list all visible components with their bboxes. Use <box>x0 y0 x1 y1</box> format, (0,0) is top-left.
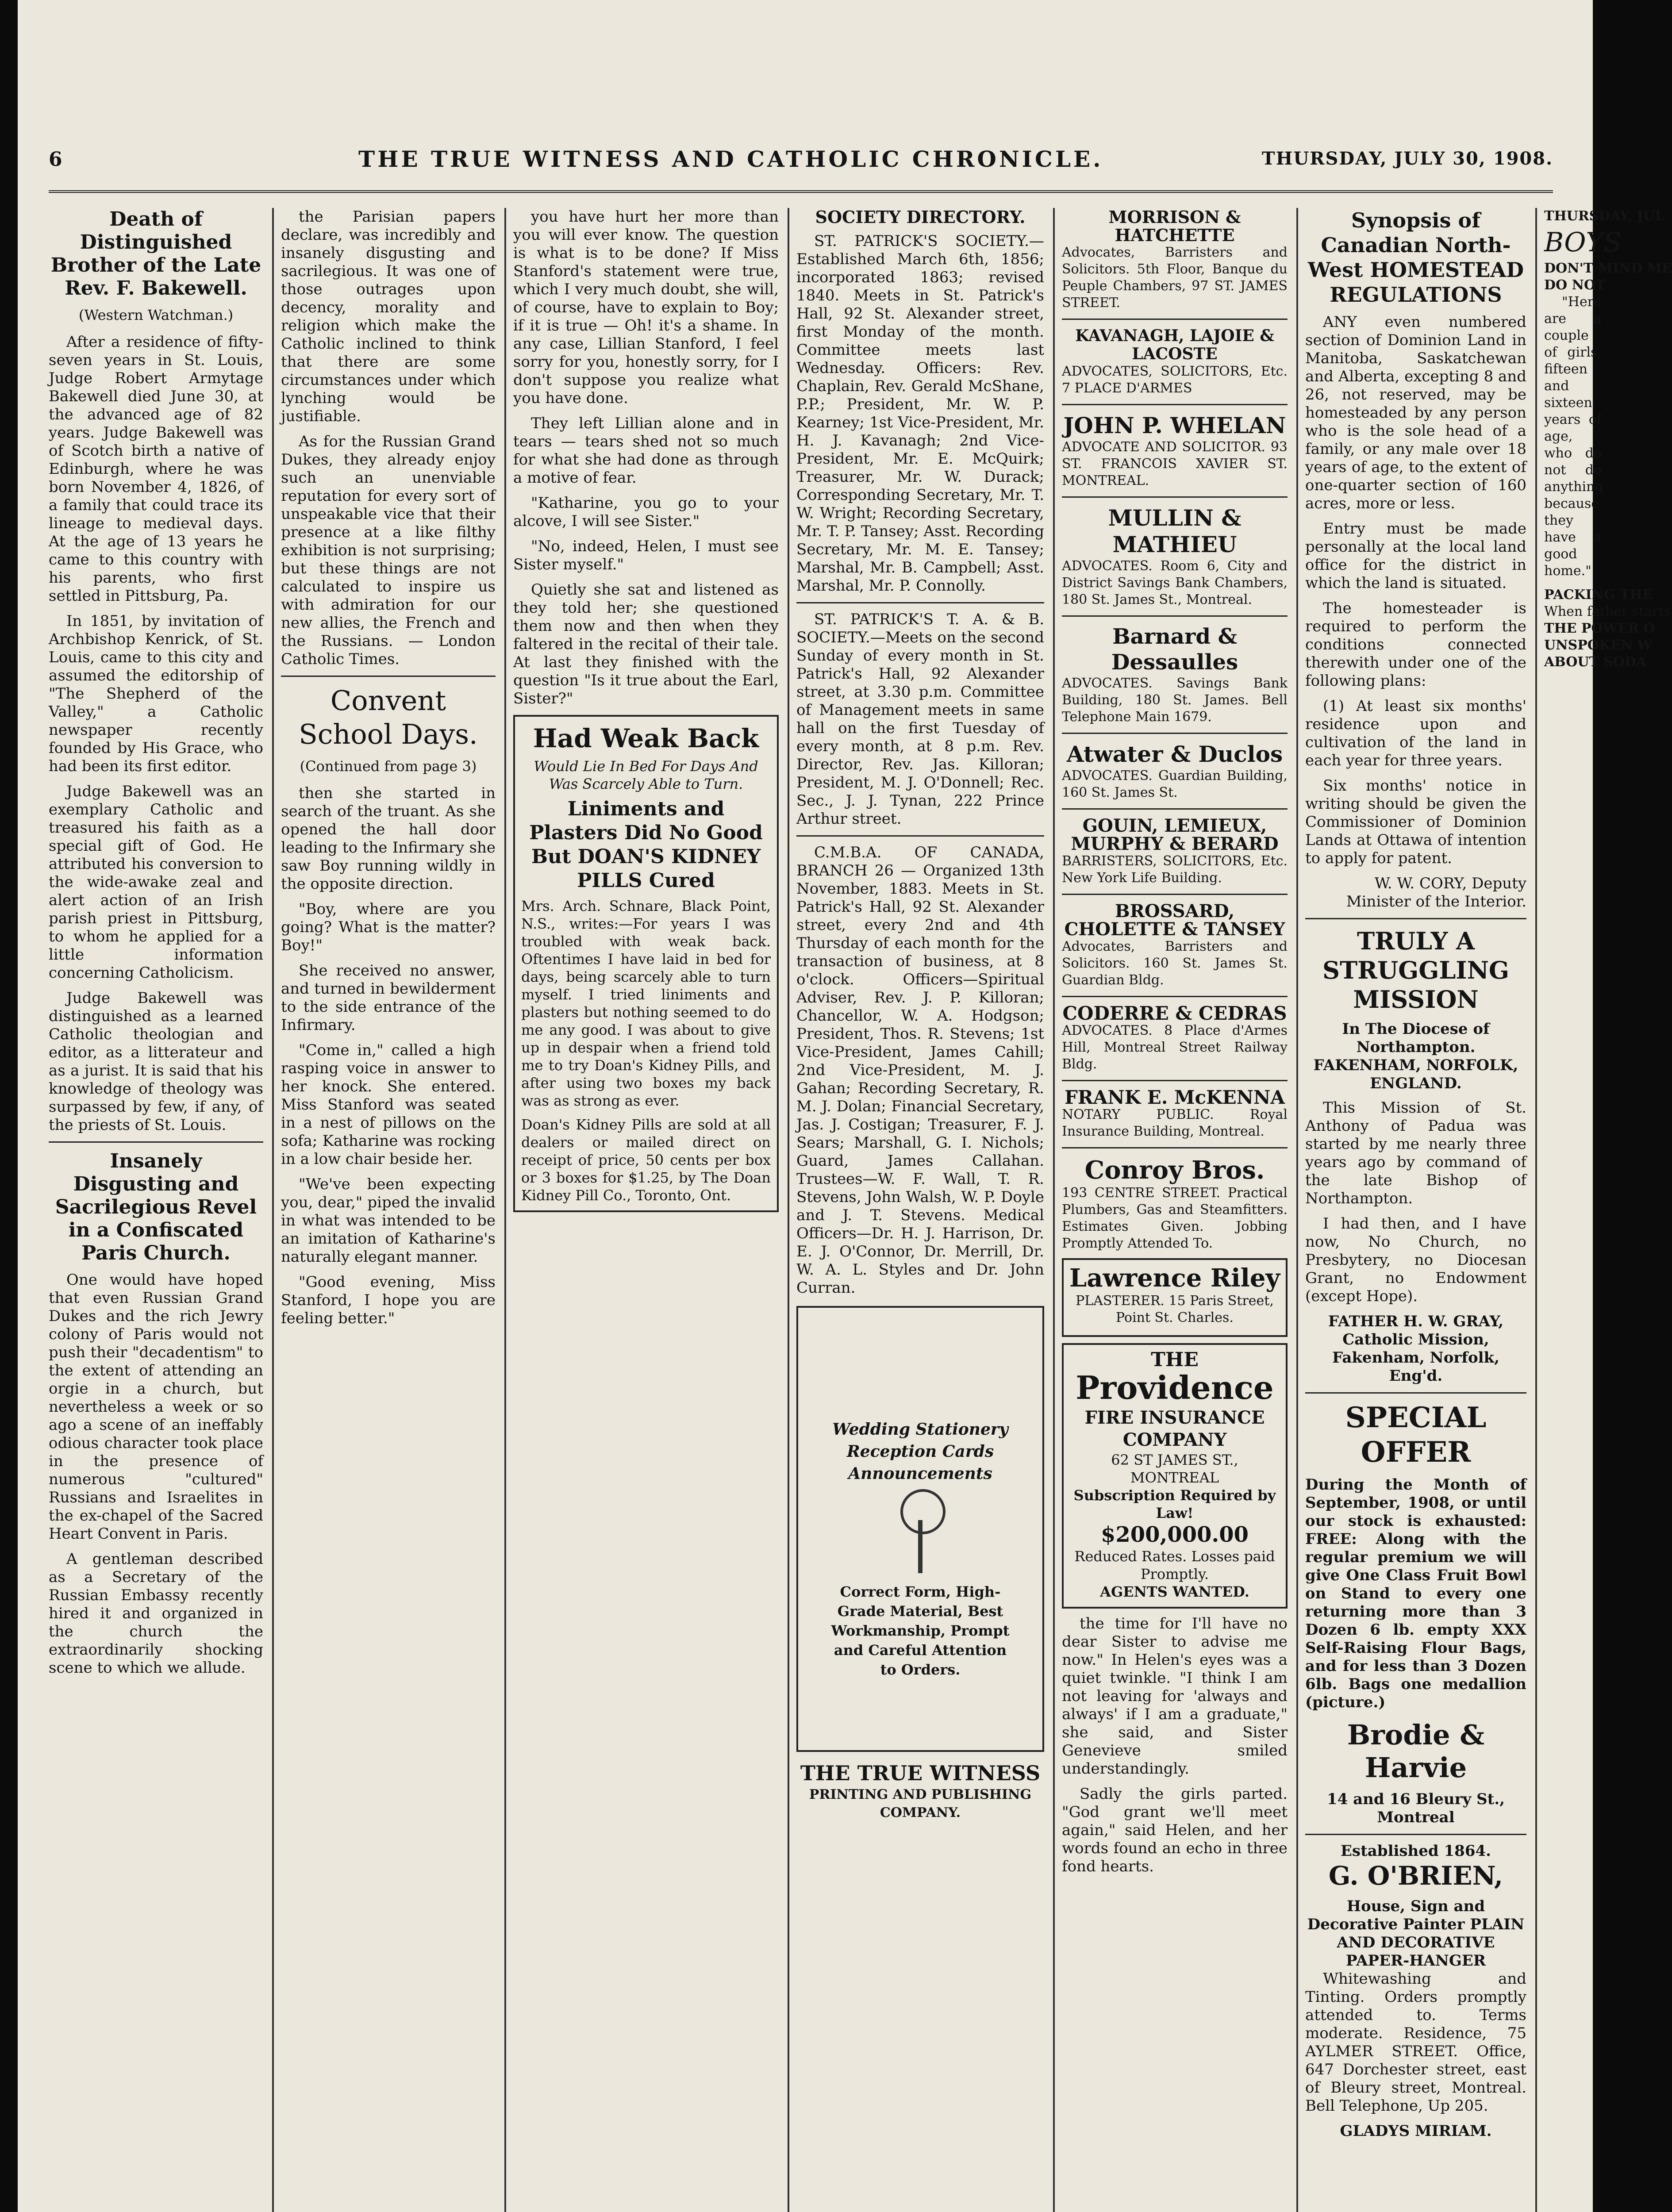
paragraph: After a residence of fifty-seven years in St. Louis, Judge Robert Armytage Bakewell died June 30, at the advanced age of 82 years. Judge Bakewell was of Scotch birth a native of Edinburgh, where he was born November 4, 1826, of a family that could trace its lineage to medieval days. At the age of 13 years he came to this country with his parents, who first settled in Pittsburg, Pa. <box>49 333 263 605</box>
obrien-established: Established 1864. <box>1341 1842 1491 1860</box>
mission-signature: FATHER H. W. GRAY, Catholic Mission, Fakenham, Norfolk, Eng'd. <box>1328 1313 1504 1385</box>
business-card <box>1062 902 1288 989</box>
newspaper-page <box>18 0 1672 2212</box>
business-card <box>1062 327 1288 397</box>
paragraph: A gentleman described as a Secretary of the Russian Embassy recently hired it and organized in the church the extraordinarily shocking scene to which we allude. <box>49 1550 263 1677</box>
headline-bakewell: Death of Distinguished Brother of the Late Rev. F. Bakewell. <box>50 208 261 300</box>
card-line: Advocates, Barristers and Solicitors. 5th Floor, Banque du Peuple Chambers, 97 ST. JAMES STREET. <box>1062 245 1288 311</box>
homestead-signature: W. W. CORY, Deputy Minister of the Interior. <box>1346 875 1526 910</box>
card-line: Advocates, Barristers and Solicitors. 160 St. James St. Guardian Bldg. <box>1062 939 1288 988</box>
column-5 <box>1062 208 1288 2212</box>
paragraph: I had then, and I have now, No Church, no Presbytery, no Diocesan Grant, no Endowment (except Hope). <box>1305 1215 1526 1305</box>
source-line: (Western Watchman.) <box>78 307 234 323</box>
divider <box>1062 996 1288 997</box>
brodie-harvie-address: 14 and 16 Bleury St., Montreal <box>1326 1790 1505 1826</box>
headline-convent-school-days: Convent School Days. <box>299 684 478 750</box>
paragraph: One would have hoped that even Russian Grand Dukes and the rich Jewry colony of Paris would not push their "decadentism" to the extent of attending an orgie in a church, but nevertheless a week or so ago a scene of an ineffably odious character took place in the presence of numerous "cultured" Russians and Israelites in the ex-chapel of the Sacred Heart Convent in Paris. <box>49 1271 263 1543</box>
column-2 <box>281 208 496 2212</box>
card-name: GOUIN, LEMIEUX, MURPHY & BERARD <box>1071 815 1279 854</box>
column-6 <box>1305 208 1526 2212</box>
divider <box>1305 918 1526 919</box>
next-page-line: UNSPOKEN W <box>1544 637 1653 653</box>
divider <box>1062 808 1288 810</box>
continued-note: (Continued from page 3) <box>300 758 477 775</box>
paragraph: Judge Bakewell was an exemplary Catholic and treasured his faith as a special gift of God. He attributed his conversion to the wide-awake zeal and alert action of an Irish parish priest in Pittsburg, to whom he applied for a little information concerning Catholicism. <box>49 783 263 982</box>
card-name: BROSSARD, CHOLETTE & TANSEY <box>1064 901 1285 940</box>
divider <box>1062 319 1288 320</box>
paragraph: "Good evening, Miss Stanford, I hope you are feeling better." <box>281 1273 496 1327</box>
ornament-text <box>825 1418 1016 1485</box>
providence-the: THE <box>1151 1348 1199 1371</box>
providence-address: 62 ST JAMES ST., MONTREAL <box>1111 1452 1238 1486</box>
card-name: JOHN P. WHELAN <box>1063 412 1286 438</box>
issue-date: THURSDAY, JULY 30, 1908. <box>1261 148 1553 169</box>
card-line: NOTARY PUBLIC. Royal Insurance Building, Montreal. <box>1062 1107 1288 1139</box>
page-header <box>49 133 1553 193</box>
special-offer-text: During the Month of September, 1908, or until our stock is exhausted: FREE: Along with the regular premium we will give One Class Fruit Bowl on Stand to every one returning more than 3 Dozen 6 lb. empty XXX Self-Raising Flour Bags, and for less than 3 Dozen 6lb. Bags one medallion (picture.) <box>1305 1476 1526 1711</box>
next-page-date: THURSDAY, JUL <box>1544 208 1664 224</box>
true-witness-subtitle: PRINTING AND PUBLISHING COMPANY. <box>809 1787 1032 1820</box>
divider <box>796 835 1044 837</box>
divider <box>1305 1834 1526 1835</box>
next-page-line: DO NOT <box>1544 277 1606 293</box>
paragraph: then she started in search of the truant. As she opened the hall door leading to the Infirmary she saw Boy running wildly in the opposite direction. <box>281 784 496 893</box>
paragraph: "Boy, where are you going? What is the matter? Boy!" <box>281 900 496 954</box>
paragraph: As for the Russian Grand Dukes, they already enjoy such an unenviable reputation for every sort of unspeakable vice that their presence at a like filthy exhibition is not surprising; but these things are not calculated to inspire us with admiration for our new allies, the French and the Russians. — London Catholic Times. <box>281 433 496 668</box>
divider <box>1062 733 1288 734</box>
closing-signature: GLADYS MIRIAM. <box>1340 2122 1492 2140</box>
card-line: ADVOCATES. Savings Bank Building, 180 St. James. Bell Telephone Main 1679. <box>1062 676 1288 725</box>
mission-subtitle: In The Diocese of Northampton. FAKENHAM, NORFOLK, ENGLAND. <box>1313 1020 1518 1092</box>
ornament-line: Announcements <box>848 1464 992 1483</box>
mission-title: TRULY A STRUGGLING MISSION <box>1322 927 1510 1014</box>
society-entry: ST. PATRICK'S T. A. & B. SOCIETY.—Meets on the second Sunday of every month in St. Patrick's Hall, 92 Alexander street, at 3.30 p.m. Committee of Management meets in same hall on the first Tuesday of every month, at 8 p.m. Rev. Director, Rev. Jas. Killoran; President, M. J. O'Donnell; Rec. Sec., J. J. Tynan, 222 Prince Arthur street. <box>796 611 1044 828</box>
providence-amount: $200,000.00 <box>1100 1522 1249 1547</box>
card-name: Atwater & Duclos <box>1066 741 1283 767</box>
business-card <box>1062 1258 1288 1337</box>
column-1 <box>49 208 263 2212</box>
card-name: MULLIN & MATHIEU <box>1108 505 1242 557</box>
divider <box>1062 496 1288 498</box>
paragraph: you have hurt her more than you will ever know. The question is what is to be done? If Miss Stanford's statement were true, which I very much doubt, she will, of course, have to explain to Boy; if it is true — Oh! it's a shame. In any case, Lillian Stanford, I feel sorry for you, honestly sorry, for I don't suppose you realize what you have done. <box>513 208 779 407</box>
column-rule <box>1053 208 1055 2212</box>
card-name: KAVANAGH, LAJOIE & LACOSTE <box>1075 326 1274 363</box>
card-line: ADVOCATES. 8 Place d'Armes Hill, Montreal Street Railway Bldg. <box>1062 1023 1288 1072</box>
card-line: ADVOCATES. Room 6, City and District Savings Bank Chambers, 180 St. James St., Montreal. <box>1062 558 1288 607</box>
society-directory-title: SOCIETY DIRECTORY. <box>815 207 1026 227</box>
paragraph: They left Lillian alone and in tears — tears shed not so much for what she had done as through a motive of fear. <box>513 415 779 487</box>
column-7-partial <box>1544 208 1672 2212</box>
paragraph: Six months' notice in writing should be given the Commissioner of Dominion Lands at Ottawa of intention to apply for patent. <box>1305 777 1526 867</box>
business-card <box>1062 412 1288 489</box>
flower-ornament-icon <box>918 1520 922 1573</box>
paragraph: "Come in," called a high rasping voice in answer to her knock. She entered. Miss Stanford was seated in a nest of pillows on the sofa; Katharine was rocking in a low chair beside her. <box>281 1041 496 1168</box>
providence-ad <box>1062 1343 1288 1609</box>
card-line: BARRISTERS, SOLICITORS, Etc. New York Life Building. <box>1062 853 1288 886</box>
ad-body: Mrs. Arch. Schnare, Black Point, N.S., writes:—For years I was troubled with weak back. Oftentimes I have laid in bed for days, being scarcely able to turn myself. I tried liniments and plasters but nothing seemed to do me any good. I was about to give up in despair when a friend told me to try Doan's Kidney Pills, and after using two boxes my back was as strong as ever. <box>521 898 771 1109</box>
next-page-title: BOYS <box>1544 227 1622 258</box>
ad-subtitle: Would Lie In Bed For Days And Was Scarcely Able to Turn. <box>534 758 758 792</box>
ad-headline: Liniments and Plasters Did No Good But DOAN'S KIDNEY PILLS Cured <box>529 798 763 892</box>
ad-footer: Doan's Kidney Pills are sold at all dealers or mailed direct on receipt of price, 50 cents per box or 3 boxes for $1.25, by The Doan Kidney Pill Co., Toronto, Ont. <box>521 1116 771 1204</box>
paragraph: Judge Bakewell was distinguished as a learned Catholic theologian and editor, as a litterateur and as a jurist. It is said that his knowledge of theology was surpassed by few, if any, of the priests of St. Louis. <box>49 989 263 1134</box>
paragraph: the time for I'll have no dear Sister to advise me now." In Helen's eyes was a quiet twinkle. "I think I am not leaving for 'always and always' if I am a graduate," she said, and Sister Genevieve smiled understandingly. <box>1062 1615 1288 1778</box>
providence-rates: Reduced Rates. Losses paid Promptly. <box>1074 1548 1275 1582</box>
business-card <box>1062 817 1288 887</box>
homestead-title: Synopsis of Canadian North-West HOMESTEAD REGULATIONS <box>1308 208 1524 307</box>
card-name: MORRISON & HATCHETTE <box>1108 207 1241 245</box>
card-line: ADVOCATES. Guardian Building, 160 St. James St. <box>1062 768 1288 800</box>
paragraph: Sadly the girls parted. "God grant we'll meet again," said Helen, and her words found an echo in three fond hearts. <box>1062 1785 1288 1875</box>
wedding-stationery-ad <box>796 1306 1044 1752</box>
headline-paris-church: Insanely Disgusting and Sacrilegious Revel in a Confiscated Paris Church. <box>55 1150 257 1264</box>
divider <box>281 676 496 677</box>
paragraph: The homesteader is required to perform the conditions connected therewith under one of the following plans: <box>1305 599 1526 690</box>
paragraph: (1) At least six months' residence upon and cultivation of the land in each year for three years. <box>1305 697 1526 769</box>
masthead: THE TRUE WITNESS AND CATHOLIC CHRONICLE. <box>358 146 1103 172</box>
card-name: Lawrence Riley <box>1069 1263 1280 1293</box>
society-entry: C.M.B.A. OF CANADA, BRANCH 26 — Organized 13th November, 1883. Meets in St. Patrick's Hall, 92 St. Alexander street, every 2nd and 4th Thursday of each month for the transaction of business, at 8 o'clock. Officers—Spiritual Adviser, Rev. J. P. Killoran; Chancellor, W. A. Hodgson; President, Thos. R. Stevens; 1st Vice-President, James Cahill; 2nd Vice-President, M. J. Gahan; Recording Secretary, R. M. J. Dolan; Financial Secretary, Jas. J. Costigan; Treasurer, F. J. Sears; Marshall, G. I. Nichols; Guard, James Callahan. Trustees—W. F. Wall, T. R. Stevens, John Walsh, W. P. Doyle and J. T. Stevens. Medical Officers—Dr. H. J. Harrison, Dr. E. J. O'Connor, Dr. Merrill, Dr. W. A. L. Styles and Dr. John Curran. <box>796 844 1044 1297</box>
next-page-line: When father starts <box>1544 604 1671 619</box>
brodie-harvie-name: Brodie & Harvie <box>1347 1719 1485 1784</box>
business-card <box>1062 208 1288 311</box>
card-line: 193 CENTRE STREET. Practical Plumbers, Gas and Steamfitters. Estimates Given. Jobbing Promptly Attended To. <box>1062 1185 1288 1251</box>
business-card <box>1062 741 1288 801</box>
card-name: Conroy Bros. <box>1084 1156 1265 1185</box>
business-card <box>1062 624 1288 726</box>
ad-title: Had Weak Back <box>533 723 759 753</box>
ornament-line: Reception Cards <box>846 1442 994 1461</box>
card-line: PLASTERER. 15 Paris Street, Point St. Charles. <box>1076 1293 1274 1325</box>
true-witness-title: THE TRUE WITNESS <box>800 1761 1041 1785</box>
paragraph: Entry must be made personally at the local land office for the district in which the land is situated. <box>1305 520 1526 592</box>
society-entry: ST. PATRICK'S SOCIETY.—Established March 6th, 1856; incorporated 1863; revised 1840. Meets in St. Patrick's Hall, 92 St. Alexander street, first Monday of the month. Committee meets last Wednesday. Officers: Rev. Chaplain, Rev. Gerald McShane, P.P.; President, Mr. W. P. Kearney; 1st Vice-President, Mr. H. J. Kavanagh; 2nd Vice-President, Mr. E. McQuirk; Treasurer, Mr. W. Durack; Corresponding Secretary, Mr. T. W. Wright; Recording Secretary, Mr. T. P. Tansey; Asst. Recording Secretary, Mr. M. E. Tansey; Marshal, Mr. B. Campbell; Asst. Marshal, Mr. P. Connolly. <box>796 232 1044 595</box>
column-rule <box>788 208 789 2212</box>
special-offer-title: SPECIAL OFFER <box>1345 1401 1487 1469</box>
divider <box>1062 894 1288 895</box>
card-line: ADVOCATES, SOLICITORS, Etc. 7 PLACE D'ARMES <box>1062 364 1288 396</box>
divider <box>1062 615 1288 617</box>
divider <box>796 602 1044 603</box>
divider <box>1062 404 1288 405</box>
card-line: ADVOCATE AND SOLICITOR. 93 ST. FRANCOIS XAVIER ST. MONTREAL. <box>1062 439 1288 488</box>
divider <box>1062 1080 1288 1081</box>
divider <box>1305 1392 1526 1394</box>
paragraph: This Mission of St. Anthony of Padua was started by me nearly three years ago by command of the late Bishop of Northampton. <box>1305 1099 1526 1207</box>
providence-capital-label: Subscription Required by Law! <box>1073 1487 1276 1521</box>
paragraph: In 1851, by invitation of Archbishop Kenrick, of St. Louis, came to this city and assumed the editorship of "The Shepherd of the Valley," a Catholic newspaper recently founded by His Grace, who had been its first editor. <box>49 612 263 775</box>
obrien-subtitle: House, Sign and Decorative Painter PLAIN AND DECORATIVE PAPER-HANGER <box>1307 1897 1525 1970</box>
column-rule <box>1296 208 1298 2212</box>
business-card <box>1062 1156 1288 1252</box>
paragraph: ANY even numbered section of Dominion Land in Manitoba, Saskatchewan and Alberta, excepting 8 and 26, not reserved, may be homesteaded by any person who is the sole head of a family, or any male over 18 years of age, to the extent of one-quarter section of 160 acres, more or less. <box>1305 313 1526 512</box>
divider <box>49 1141 263 1143</box>
divider <box>1062 1147 1288 1148</box>
obrien-name: G. O'BRIEN, <box>1328 1861 1503 1891</box>
next-page-line: ABOUT SODA <box>1544 654 1647 670</box>
column-rule <box>272 208 274 2212</box>
business-card <box>1062 505 1288 608</box>
next-page-line: DON'T MIND ME <box>1544 261 1672 276</box>
business-card <box>1062 1088 1288 1140</box>
column-rule <box>1535 208 1537 2212</box>
doans-pills-ad <box>513 715 779 1212</box>
card-name: FRANK E. McKENNA <box>1064 1087 1285 1108</box>
paragraph: "Katharine, you go to your alcove, I will see Sister." <box>513 494 779 530</box>
next-page-line: THE POWER O <box>1544 621 1655 636</box>
next-page-line: PACKING THE <box>1544 587 1653 603</box>
obrien-text: Whitewashing and Tinting. Orders promptly attended to. Terms moderate. Residence, 75 AYLMER STREET. Office, 647 Dorchester street, east of Bleury street, Montreal. Bell Telephone, Up 205. <box>1305 1970 1526 2115</box>
card-name: Barnard & Dessaulles <box>1111 624 1238 675</box>
paragraph: "We've been expecting you, dear," piped the invalid in what was intended to be an imitation of Katharine's naturally elegant manner. <box>281 1175 496 1266</box>
providence-name: Providence <box>1076 1369 1274 1406</box>
column-3 <box>513 208 779 2212</box>
ornament-line: Wedding Stationery <box>832 1420 1008 1439</box>
business-card <box>1062 1004 1288 1073</box>
paragraph: "No, indeed, Helen, I must see Sister myself." <box>513 538 779 573</box>
paragraph: Quietly she sat and listened as they told her; she questioned them now and then when they faltered in the recital of their tale. At last they finished with the question "Is it true about the Earl, Sister?" <box>513 581 779 707</box>
card-name: CODERRE & CEDRAS <box>1062 1002 1287 1024</box>
ornament-footer: Correct Form, High-Grade Material, Best Workmanship, Prompt and Careful Attention to Orders. <box>831 1583 1010 1678</box>
column-4 <box>796 208 1044 2212</box>
providence-agents: AGENTS WANTED. <box>1100 1583 1249 1600</box>
page-number: 6 <box>49 148 62 171</box>
paragraph: She received no answer, and turned in bewilderment to the side entrance of the Infirmary. <box>281 962 496 1034</box>
paragraph: the Parisian papers declare, was incredibly and insanely disgusting and sacrilegious. It was one of those outrages upon decency, morality and religion which make the Catholic inclined to think that there are some circumstances under which lynching would be justifiable. <box>281 208 496 425</box>
column-rule <box>504 208 506 2212</box>
paragraph: "Here are a couple of girls, fifteen and sixteen years of age, who do not do anything because they have a good home." <box>1544 294 1603 579</box>
providence-kind: FIRE INSURANCE COMPANY <box>1084 1407 1265 1450</box>
